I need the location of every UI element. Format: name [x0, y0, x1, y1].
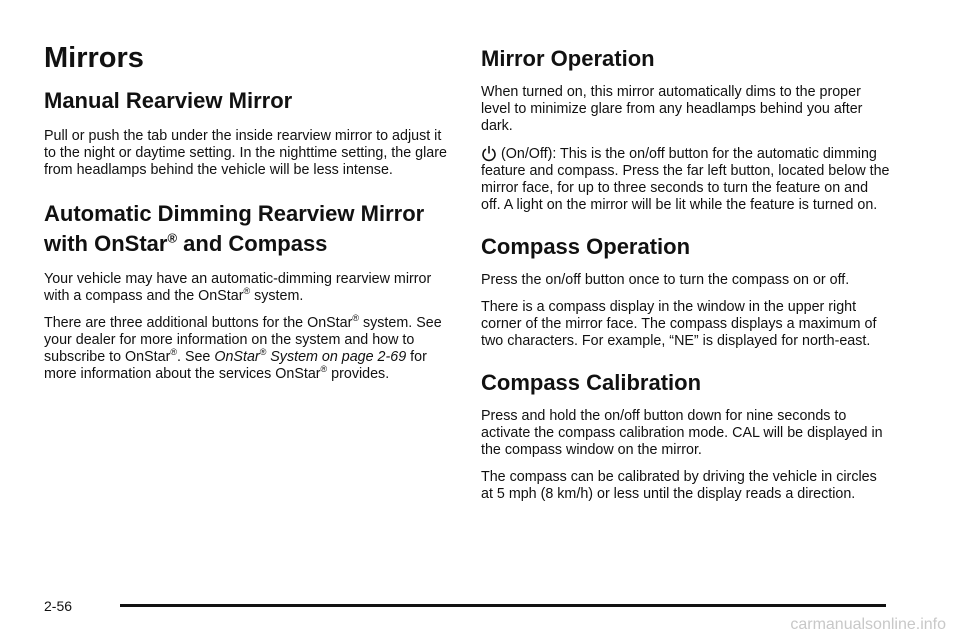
auto-dimming-paragraph-2 [44, 315, 448, 383]
registered-mark: ® [259, 347, 267, 358]
text-run: There are three additional buttons for the OnStar [44, 315, 353, 331]
power-icon [481, 145, 497, 163]
manual-mirror-heading: Manual Rearview Mirror [44, 88, 293, 113]
watermark: carmanualsonline.info [790, 616, 946, 633]
auto-heading-part-a: Automatic Dimming Rearview Mirror with OnStar [44, 201, 425, 256]
registered-mark: ® [352, 313, 360, 324]
compass-calibration-paragraph-1: Press and hold the on/off button down for nine seconds to activate the compass calibration mode. CAL will be displayed in the compass window on the mirror. [481, 408, 883, 458]
compass-operation-heading: Compass Operation [481, 234, 691, 259]
right-column [481, 44, 891, 513]
onstar-cross-reference-link[interactable] [214, 349, 406, 365]
auto-dimming-heading [44, 199, 448, 259]
text-run: Your vehicle may have an automatic-dimming rearview mirror with a compass and the OnStar [44, 271, 432, 304]
link-text: System on page 2-69 [266, 349, 407, 365]
auto-dimming-paragraph-1 [44, 271, 448, 305]
registered-mark: ® [167, 230, 178, 246]
text-run: . See [177, 349, 215, 365]
mirror-operation-paragraph-1: When turned on, this mirror automatically dims to the proper level to minimize glare from any headlamps behind you after dark. [481, 84, 863, 134]
registered-mark: ® [320, 364, 328, 375]
mirror-operation-heading: Mirror Operation [481, 46, 655, 71]
manual-mirror-paragraph: Pull or push the tab under the inside rearview mirror to adjust it to the night or daytime setting. In the nighttime setting, the glare from headlamps behind the vehicle will be less intense. [44, 128, 447, 178]
text-run: provides. [327, 366, 390, 382]
auto-heading-part-b: and Compass [177, 231, 328, 256]
compass-calibration-heading: Compass Calibration [481, 370, 702, 395]
text-run: system. [250, 288, 304, 304]
compass-operation-paragraph-1: Press the on/off button once to turn the compass on or off. [481, 272, 850, 288]
registered-mark: ® [243, 286, 251, 297]
compass-calibration-paragraph-2: The compass can be calibrated by driving the vehicle in circles at 5 mph (8 km/h) or less until the display reads a direction. [481, 469, 877, 502]
text-run: (On/Off): This is the on/off button for the automatic dimming feature and compass. Press the far left button, located below the mirror face, for up to three seconds to turn the feature on and off. A light on the mirror will be lit while the feature is turned on. [481, 146, 890, 213]
footer-divider [120, 604, 886, 607]
page-number: 2-56 [44, 598, 73, 614]
text-run: system. See your dealer for more information on the system and how to subscribe to OnStar [44, 315, 442, 365]
left-column [44, 40, 448, 393]
mirror-operation-paragraph-2 [481, 145, 891, 214]
text-run: for more information about the services OnStar [44, 349, 427, 382]
link-text: OnStar [214, 349, 260, 365]
registered-mark: ® [170, 347, 177, 358]
compass-operation-paragraph-2: There is a compass display in the window in the upper right corner of the mirror face. The compass displays a maximum of two characters. For example, “NE” is displayed for north-east. [481, 299, 877, 349]
page-title: Mirrors [44, 42, 144, 74]
